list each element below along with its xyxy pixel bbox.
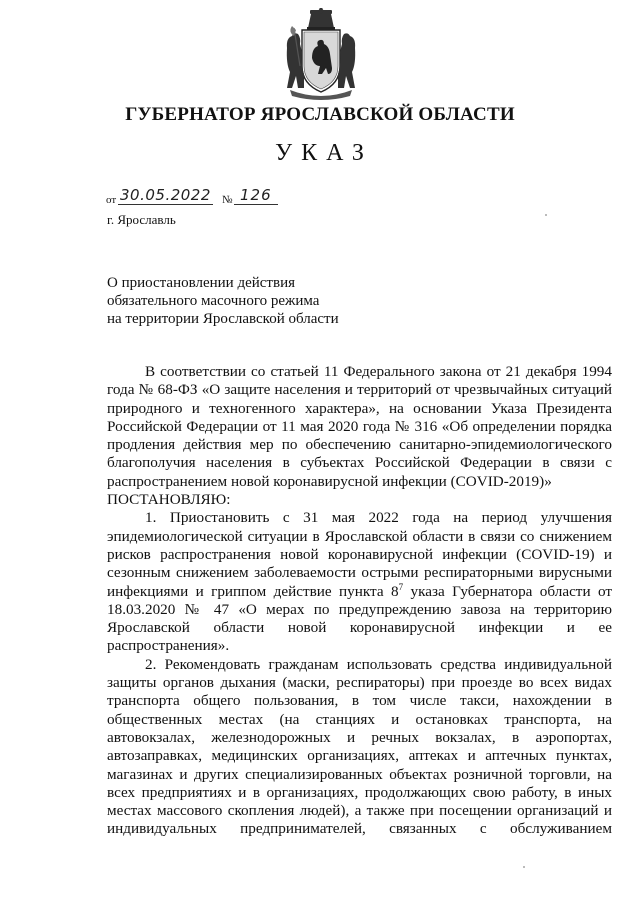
issue-city: г. Ярославль <box>107 212 176 227</box>
date-prefix: от <box>106 194 117 206</box>
document-subject <box>107 274 339 328</box>
registration-date: 30.05.2022 <box>120 186 211 204</box>
issuing-authority: ГУБЕРНАТОР ЯРОСЛАВСКОЙ ОБЛАСТИ <box>125 104 515 125</box>
decree-word: ПОСТАНОВЛЯЮ: <box>107 491 231 509</box>
item-1-text: 1. Приостановить с 31 мая 2022 года на период улучшения эпидемиологической ситуации в Ярославской области в связи со снижением рисков распространения новой коронавирусной инфекции (COVID-19) и сезонным снижением заболеваемости острыми респираторными вирусными инфекциями и гриппом действие пункта 8 <box>107 509 612 600</box>
preamble-paragraph: В соответствии со статьей 11 Федерального закона от 21 декабря 1994 года № 68-ФЗ «О защите населения и территорий от чрезвычайных ситуаций природного и техногенного характера», на основании Указа Президента Российской Федерации от 11 мая 2020 года № 316 «Об определении порядка продления действия мер по обеспечению санитарно-эпидемиологического благополучия населения в субъектах Российской Федерации в связи с распространением новой коронавирусной инфекции (COVID-2019)» <box>107 363 612 490</box>
item-1-superscript: 7 <box>398 581 404 592</box>
subject-line: обязательного масочного режима <box>107 293 320 309</box>
item-1-paragraph <box>107 509 612 655</box>
registration-line <box>106 186 306 212</box>
coat-of-arms-icon <box>284 8 358 100</box>
document-body <box>107 363 612 839</box>
scan-speck <box>545 214 547 216</box>
document-type-title: УКАЗ <box>275 140 373 166</box>
item-1-text-continued: указа Губернатора области от 18.03.2020 № 47 «О мерах по предупреждению завоза на территорию Ярославской области новой коронавирусной инфекции и ее распространения». <box>107 582 612 655</box>
subject-line: О приостановлении действия <box>107 275 295 291</box>
item-2-paragraph: 2. Рекомендовать гражданам использовать средства индивидуальной защиты органов дыхания (маски, респираторы) при проезде во всех видах транспорта общего пользования, в том числе такси, нахождении в общественных местах (на станциях и остановках транспорта, на автовокзалах, железнодорожных и речных вокзалах, в аэропортах, автозаправках, медицинских организациях, аптеках и аптечных пунктах, магазинах и других специализированных объектах розничной торговли, на всех предприятиях и в организациях, продолжающих свою работу, в иных местах массового скопления людей), а также при посещении организаций и индивидуальных предпринимателей, связанных с обслуживанием <box>107 655 612 838</box>
registration-number: 126 <box>234 186 278 205</box>
subject-line: на территории Ярославской области <box>107 311 339 327</box>
scan-speck <box>523 866 525 868</box>
number-label: № <box>222 194 233 206</box>
